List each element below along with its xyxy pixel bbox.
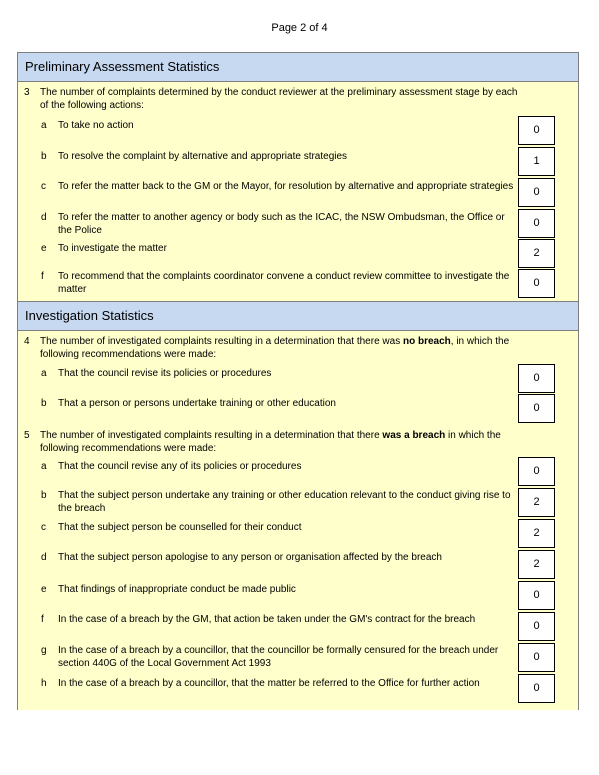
section-title: Preliminary Assessment Statistics xyxy=(25,59,220,74)
count-field[interactable]: 0 xyxy=(518,178,555,207)
item-text: That the subject person apologise to any person or organisation affected by the breach xyxy=(58,552,442,563)
item-text: That the subject person be counselled for their conduct xyxy=(58,522,302,533)
item-text: To resolve the complaint by alternative and appropriate strategies xyxy=(58,151,348,162)
count-field[interactable]: 2 xyxy=(518,550,555,579)
item-letter: f xyxy=(41,271,44,282)
item-letter: a xyxy=(41,368,47,379)
count-field[interactable]: 0 xyxy=(518,674,555,703)
question-number: 3 xyxy=(24,87,30,98)
count-field[interactable]: 0 xyxy=(518,209,555,238)
count-field[interactable]: 0 xyxy=(518,457,555,486)
question-text: The number of investigated complaints resulting in a determination that there was a breach in which the following recommendations were made: xyxy=(40,430,501,454)
item-text: That the subject person undertake any training or other education relevant to the conduct giving rise to the breach xyxy=(58,490,511,514)
item-text: That findings of inappropriate conduct be made public xyxy=(58,584,296,595)
item-text: In the case of a breach by a councillor, that the matter be referred to the Office for further action xyxy=(58,678,480,689)
count-field[interactable]: 0 xyxy=(518,269,555,298)
item-text: That the council revise any of its policies or procedures xyxy=(58,461,302,472)
item-letter: a xyxy=(41,120,47,131)
emphasis-no-breach: no breach xyxy=(402,336,451,347)
item-letter: b xyxy=(41,490,47,501)
section-header-preliminary xyxy=(18,52,578,82)
statistics-form xyxy=(17,52,579,710)
item-letter: e xyxy=(41,243,47,254)
count-field[interactable]: 0 xyxy=(518,612,555,641)
section-header-investigation xyxy=(18,301,578,331)
count-field[interactable]: 0 xyxy=(518,394,555,423)
emphasis-was-breach: was a breach xyxy=(382,430,446,441)
item-letter: d xyxy=(41,212,47,223)
question-number: 4 xyxy=(24,336,30,347)
item-letter: d xyxy=(41,552,47,563)
item-text: To refer the matter back to the GM or the Mayor, for resolution by alternative and appropriate strategies xyxy=(58,181,514,192)
section-title: Investigation Statistics xyxy=(25,308,154,323)
item-letter: f xyxy=(41,614,44,625)
item-letter: b xyxy=(41,398,47,409)
item-text: To take no action xyxy=(58,120,134,131)
item-text: In the case of a breach by the GM, that action be taken under the GM's contract for the breach xyxy=(58,614,476,625)
count-field[interactable]: 1 xyxy=(518,147,555,176)
question-number: 5 xyxy=(24,430,30,441)
count-field[interactable]: 2 xyxy=(518,239,555,268)
item-text: To investigate the matter xyxy=(58,243,167,254)
item-text: In the case of a breach by a councillor, that the councillor be formally censured for the breach under section 440G of the Local Government Act 1993 xyxy=(58,645,499,669)
item-text: To refer the matter to another agency or body such as the ICAC, the NSW Ombudsman, the Office or the Police xyxy=(58,212,505,236)
item-letter: c xyxy=(41,181,46,192)
item-text: To recommend that the complaints coordinator convene a conduct review committee to investigate the matter xyxy=(58,271,510,295)
item-text: That a person or persons undertake training or other education xyxy=(58,398,336,409)
item-letter: a xyxy=(41,461,47,472)
item-letter: e xyxy=(41,584,47,595)
count-field[interactable]: 0 xyxy=(518,581,555,610)
item-letter: g xyxy=(41,645,47,656)
question-text: The number of complaints determined by the conduct reviewer at the preliminary assessment stage by each of the following actions: xyxy=(40,87,518,111)
count-field[interactable]: 0 xyxy=(518,364,555,393)
question-text: The number of investigated complaints resulting in a determination that there was no breach, in which the following recommendations were made: xyxy=(40,336,510,360)
item-letter: h xyxy=(41,678,47,689)
count-field[interactable]: 2 xyxy=(518,488,555,517)
count-field[interactable]: 0 xyxy=(518,643,555,672)
item-text: That the council revise its policies or procedures xyxy=(58,368,272,379)
page-number: Page 2 of 4 xyxy=(271,22,328,34)
count-field[interactable]: 0 xyxy=(518,116,555,145)
item-letter: b xyxy=(41,151,47,162)
item-letter: c xyxy=(41,522,46,533)
count-field[interactable]: 2 xyxy=(518,519,555,548)
